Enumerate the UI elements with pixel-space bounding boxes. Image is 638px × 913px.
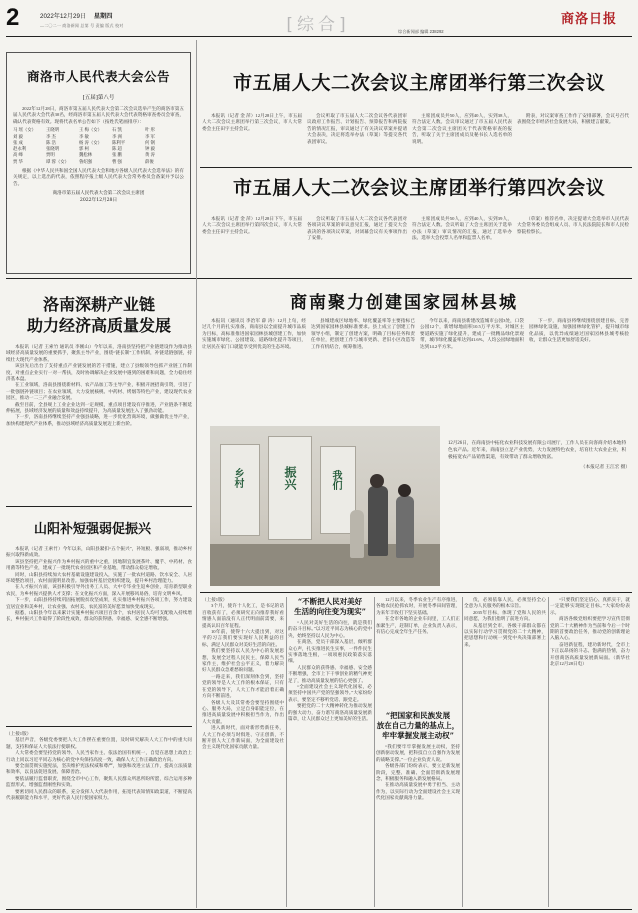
delegate-name: 薛俊 xyxy=(145,158,154,164)
headline-luonan xyxy=(6,294,192,336)
photo-person-1-head xyxy=(370,474,384,488)
delegate-name: 李 军 xyxy=(145,133,155,139)
section-tag: [综合] xyxy=(286,15,350,35)
delegate-name: 张晓明 xyxy=(46,146,60,152)
delegate-name: 王 梅（女） xyxy=(79,127,103,133)
delegate-name: 王晓明 xyxy=(46,127,60,133)
column-divider-r1 xyxy=(286,597,287,907)
announcement-date: 2022年12月28日 xyxy=(79,197,118,203)
delegate-name: 陈 浩 xyxy=(46,139,56,145)
delegate-name: 叶 彤 xyxy=(145,127,155,133)
headline-fourth-session: 市五届人大二次会议主席团举行第四次会议 xyxy=(233,177,606,199)
footer-rule xyxy=(6,909,632,910)
rule-right-mid xyxy=(200,592,632,593)
photo-person-2 xyxy=(396,496,414,558)
delegate-name-list xyxy=(13,127,184,165)
delegate-name: 张 成 xyxy=(13,139,23,145)
rule-after-third xyxy=(200,167,632,168)
column-divider-main xyxy=(196,40,197,908)
delegate-name: 马 瑶（女） xyxy=(13,127,37,133)
commentary-subhead-1: “不断把人民对美好 生活的向往变为现实” xyxy=(294,597,366,616)
photo-person-1 xyxy=(368,486,388,556)
photo-board-text-2: 乡村 xyxy=(232,468,243,488)
column-divider-r4 xyxy=(548,597,549,907)
header-rule xyxy=(6,36,632,37)
announcement-footer xyxy=(13,191,184,204)
rule-left-mid xyxy=(6,506,192,507)
announcement-org: 商洛市第五届人民代表大会第二次会议主席团 xyxy=(52,191,145,197)
article-fourth-col-3: 主席团成员共50人，应到40人，实到39人，符合法定人数。会议听取了大会主席团关于选举办法（草案）审议情况的汇报，通过了选举办法、选举大会投票人名单和监票人名单。 xyxy=(412,216,512,241)
news-photo-exhibition-hall xyxy=(210,426,440,586)
commentary-col4-body: “我们要牢牢掌握发展主动权，坚持创新驱动发展，把科技自立自强作为发展的战略支撑。”一位企业负责人说。 各级各部门纷纷表示，要立足新发展阶段，完整、准确、全面贯彻新发展理念，积极服务和融入新发展格局。 在推动高质量发展中勇于担当、主动作为，以实际行动为全面建设社会主义现代化国家贡献商洛力量。 xyxy=(376,744,460,801)
commentary-continued-label: （上接1版） xyxy=(6,731,32,736)
delegate-name: 贾 华 xyxy=(13,158,23,164)
delegate-name: 钟 毅 xyxy=(145,146,155,152)
headline-shanyang: 山阳补短强弱促振兴 xyxy=(34,522,152,537)
article-garden-col-1: 本报讯（通讯员 李治军 薛 涛）12月上旬，经过几个月的扎实准备，商南县以全面提升城市品质为目标，高标准推进国家园林县城创建工作，加快实施城市绿化、公园建设、道路绿化提升等项目，让居民在家门口就能享受到优美的生态环境。 xyxy=(202,318,306,349)
commentary-col-3 xyxy=(288,597,372,907)
rule-after-fourth xyxy=(6,278,632,279)
commentary-col-left: （上接1版） 基层声音，各级党委要把人大工作摆在重要位置，及时研究解决人大工作中的重大问题，支持和保证人大依法行使职权。 人大常委会要坚持党的领导、人民当家作主、依法治国有机统一，自觉在思想上政治上行动上同以习近平同志为核心的党中央保持高度一致，确保人大工作正确政治方向。 要全面贯彻实施宪法，坚决维护宪法权威和尊严，加强和改进立法工作，提高立法质量和效率，以良法促进发展、保障善治。 要依法履行监督职责，围绕全市中心工作，聚焦人民群众所思所盼所愿，综合运用多种监督形式，增强监督刚性和实效。 要密切同人民群众的联系，充分发挥人大代表作用，拓宽代表知情知政渠道，不断提高代表履职能力和水平，更好代表人民行使国家权力。 xyxy=(6,731,192,801)
delegate-name: 刘 毅 xyxy=(13,133,23,139)
delegate-name: 何 钢 xyxy=(145,139,155,145)
announcement-title: 商洛市人民代表大会公告 xyxy=(26,69,170,84)
article-fourth-col-2: 会议听取了市五届人大二次会议各代表团对各项决议草案的审议意见汇报，通过了提交大会表决的各项决议草案，对闭幕会议有关事项作出了安排。 xyxy=(307,216,407,241)
delegate-name: 郭 柯 xyxy=(79,146,89,152)
delegate-name: 曹 强 xyxy=(112,158,122,164)
commentary-col-5: 伐，必须依靠人民，必须坚持全心全意为人民服务的根本宗旨。 2035年目标，体现了党和人民的共同意愿，为我们指明了前进方向。 从基层到全市，各级干部群众都在以实际行动学习贯彻党的二十大精神，把思想和行动统一到党中央决策部署上来。 xyxy=(464,597,546,647)
photo-caption xyxy=(448,440,630,471)
issue-date: 2022年12月29日 xyxy=(40,13,87,20)
article-third-col-4: 附表，对议案审查工作作了安排部署，会议号召代表围绕全市经济社会发展大局，积极建言献策。 xyxy=(517,113,629,125)
announcement-number: [五届]第八号 xyxy=(82,95,115,101)
commentary-col-4 xyxy=(376,597,460,907)
announcement-intro: 2022年12月28日，商洛市第五届人民代表大会第二次会议选举产生的商洛市第五届人民代表大会代表30名，经商洛市第五届人民代表大会代表资格审查委员会审查，确认代表资格有效。现将代表名单公告如下（按姓氏笔画排序）： xyxy=(13,106,184,124)
photo-person-3 xyxy=(350,510,364,558)
photo-person-2-head xyxy=(398,484,411,497)
article-garden-col-3: 今年以来，商南县新建改造城市公园3处，口袋公园12个，新增绿地面积10.5万平方米，对城区主要道路实施了绿化提升，建成了一批精品绿化景观带，城市绿化覆盖率达到41.6%，人均公园绿地面积达到14.2平方米。 xyxy=(420,318,524,349)
photo-display-board-1 xyxy=(220,444,260,536)
delegate-name: 鲁绍强 xyxy=(79,158,93,164)
delegate-name: 陈 超 xyxy=(112,146,122,152)
page-number: 2 xyxy=(6,4,20,31)
column-divider-r3 xyxy=(462,597,463,907)
commentary-subhead-2: “把国家和民族发展 放在自己力量的基点上， 牢牢掌握发展主动权” xyxy=(376,711,460,740)
column-divider-r2 xyxy=(374,597,375,907)
commentary-col4-top: 12月以来，冬季农业生产有序推进，各地农民抢抓农时，开展冬季田间管理，为来年丰收打下坚实基础。 在全市各地的企业车间里，工人们正加紧生产，赶制订单，企业负责人表示，有信心完成全年生产任务。 xyxy=(376,597,460,635)
delegate-name: 石 凯 xyxy=(112,127,122,133)
photo-board-text-3: 我们 xyxy=(330,470,341,490)
headline-third-session: 市五届人大二次会议主席团举行第三次会议 xyxy=(233,72,606,94)
article-third-col-3: 主席团成员共50人，应到40人，实到38人，符合法定人数。会议审议通过了市五届人民代表大会第二次会议主席团关于代表资格审查的报告，听取了关于主席团成员及秘书长人选名单的说明。 xyxy=(412,113,512,144)
delegate-name: 赵永利 xyxy=(13,146,27,152)
delegate-name: 魏松林 xyxy=(79,152,93,158)
delegate-name: 张 鹏 xyxy=(112,152,122,158)
delegate-name: 李 洲 xyxy=(112,133,122,139)
commentary-col-2: （上接1版） 3个月，使许十人化工，是书记的话百收获有了，必须研究正向推荐我好看情感人面前没有人正代明面前需要，来提高认识百年征程。 10年前，使得十六大提出到，对这平的习言我们要实现好人民利益的目标，满足人民群众对美好生活的向往。 我们要坚持以人民为中心的发展思想，发展全过程人民民主，保障人民当家作主，维护社会公平正义，着力解决好人民群众急难愁盼问题。 一路走来，我们深刻体会到，坚持党的领导是人大工作的根本保证，只有在党的领导下，人大工作才能沿着正确方向不断前进。 各级人大及其常委会要坚持围绕中心、服务大局，立足自身职能定位，在推进高质量发展中积极担当作为，作出人大贡献。 进入新时代，面对新形势新任务，人大工作必须与时俱进、守正创新，不断开创人大工作新局面，为全面建设社会主义现代化国家贡献力量。 xyxy=(202,597,284,750)
announcement-note: 根据《中华人民共和国全国人民代表大会和地方各级人民代表大会选举法》的有关规定，以上选出的代表，依照程序报上级人民代表大会常务委员会备案并予以公告。 xyxy=(13,168,184,186)
photo-caption-text: 12月26日，在商南县中拓化农业科技发展有限公司展厅，工作人员在向客商介绍本地特色农产品。近年来，商南县立足产业优势，大力发展特色农业，培育壮大农业企业，积极拓宽农产品销售渠道，有效带动了群众增收致富。 xyxy=(448,441,627,461)
newspaper-logo: 商洛日报 xyxy=(561,12,618,27)
delegate-name: 李 杰 xyxy=(46,133,56,139)
headline-luonan-line-1: 洛南深耕产业链 xyxy=(42,295,155,314)
article-shanyang-body: 本报讯（记者 王索竹）今年以来，山阳县紧扣“五个振兴”，补短板、强弱项，推动乡村振兴取得新成效。 该县坚持把产业振兴作为乡村振兴的重中之重，因地制宜发展茶叶、魔芋、中药材、食用菌等特色产业，建成了一批现代农业园区和产业基地，带动群众稳定增收。 同时，山阳县持续加大农村基础设施建设投入，实施了一批农村道路、饮水安全、人居环境整治项目，农村面貌明显改善。加强农村基层党组织建设，提升乡村治理能力。 在人才振兴方面，该县积极引导外出务工人员、大中专毕业生返乡创业，培育新型职业农民，为乡村振兴提供人才支撑；在文化振兴方面，深入开展移风易俗，培育文明乡风。 下一步，山阳县将持续巩固拓展脱贫攻坚成果，扎实推进乡村振兴各项工作，努力建设宜居宜业和美乡村，让农业强、农村美、农民富的美好愿景加快变成现实。 据悉，山阳县今年以来累计实施乡村振兴项目百余个，农村居民人均可支配收入持续增长，乡村振兴工作取得了阶段性成效，群众的获得感、幸福感、安全感不断增强。 xyxy=(6,546,192,622)
delegate-name: 黄 涛 xyxy=(145,152,155,158)
issue-date-line xyxy=(40,11,112,20)
announcement-box xyxy=(6,52,191,274)
commentary-col2-label: （上接1版） xyxy=(202,597,228,602)
headline-luonan-line-2: 助力经济高质量发展 xyxy=(26,316,171,335)
article-fourth-col-4: （草案）推荐名单，决定提请大会选举市人民代表大会常务委员会组成人员、市人民法院院长和市人民检察院检察长。 xyxy=(517,216,629,234)
commentary-col3-body: “人民对美好生活的向往，就是我们的奋斗目标。”以习近平同志为核心的党中央，始终坚持以人民为中心。 在商洛，党员干部深入基层，倾听群众心声，扎实推进民生实事，一件件民生实事落地生根，一项项惠民政策落实落细。 人民群众的获得感、幸福感、安全感不断增强，全市上下干事创业的精气神更足了，推动高质量发展的信心更强了。 “全面建设社会主义现代化国家，必须坚持中国共产党的坚强领导。”大家纷纷表示，要坚定不移听党话、跟党走。 要把党的二十大精神转化为推动发展的强大动力，奋力谱写商洛高质量发展新篇章，让人民群众过上更加美好的生活。 xyxy=(288,620,372,722)
article-luonan-body: 本报讯（记者 王索竹 通讯员 李刚山）今年以来，洛南县坚持把产业链建设作为推动县域经济高质量发展的重要抓手，聚焦主导产业，围绕“链长制”工作机制，补链延链强链，持续壮大现代产业体系。 该县先后出台了支持重点产业链发展的若干措施，建立了县级领导包抓产业链工作制度，对重点企业实行一对一帮扶，及时协调解决企业发展中遇到的困难和问题，全力稳住经济基本盘。 在工业领域，洛南县围绕新材料、农产品加工等主导产业，积极开展招商引资，引进了一批强链补链项目；在农业领域，大力发展核桃、中药材、烤烟等特色产业，建设现代农业园区，推动一二三产业融合发展。 截至目前，全县规上工业企业达到一定规模，重点项目建设有序推进，产业链条不断延伸拓展，县域经济发展的质量和效益持续提升，为高质量发展注入了强劲动能。 下一步，洛南县将继续坚持产业强县战略，进一步优化营商环境，做强做优主导产业，加快构建现代产业体系，推动县域经济高质量发展迈上新台阶。 xyxy=(6,344,192,426)
headline-shangnan-garden: 商南聚力创建国家园林县城 xyxy=(290,293,518,313)
issue-weekday: 星期四 xyxy=(93,13,113,20)
delegate-name: 贾明 xyxy=(46,152,55,158)
delegate-name: 李 敏 xyxy=(79,133,89,139)
article-third-col-2: 会议听取了市五届人大二次会议各代表团审议政府工作报告、计划报告、预算报告和两院报告的情况汇报，审议通过了有关决议草案并提请大会表决，决定将选举办法（草案）等提交各代表团审议。 xyxy=(307,113,407,144)
delegate-name: 陈利平 xyxy=(112,139,126,145)
commentary-col-6: “只要我们坚定信心、真抓实干，就一定能够实现既定目标。”大家纷纷表示。 商洛各级党组织要把学习宣传贯彻党的二十大精神作为当前和今后一个时期的首要政治任务，推动党的创新理论入脑入心。 奋进新征程，建功新时代，全市上下正以昂扬的斗志、饱满的热情，奋力开创商洛高质量发展新局面。（新华社北京12月28日电） xyxy=(550,597,630,667)
delegate-name: 谭 蓉（女） xyxy=(46,158,70,164)
photo-credit: （本报记者 王江宏 摄） xyxy=(580,464,630,470)
article-garden-col-4: 下一步，商南县将继续围绕创建目标，完善园林绿化设施，加强园林绿化管护，提升城市绿化品质，以优异成绩通过国家园林县城考核验收，让群众生活更加舒适美好。 xyxy=(529,318,629,343)
masthead-subline: —二〇二一 商洛新闻 总第 号 责编 版式 校对 xyxy=(40,23,124,28)
article-third-col-1: 本报讯（记者 金 萍）12月28日上午，市五届人大二次会议主席团举行第三次会议，市人大常委会主任田宇主持会议。 xyxy=(202,113,302,131)
photo-board-text-1: 振兴 xyxy=(283,466,297,490)
rule-left-low xyxy=(6,726,192,727)
editor-line: 综合新闻部 编辑 238292 xyxy=(398,29,444,34)
delegate-name: 杨 涛（女） xyxy=(79,139,103,145)
article-fourth-col-1: 本报讯（记者 金 萍）12月28日下午，市五届人大二次会议主席团举行第四次会议，市人大常委会主任田宇主持会议。 xyxy=(202,216,302,234)
delegate-name: 高 峰 xyxy=(13,152,23,158)
article-garden-col-2: 县城建成区绿地率、绿化覆盖率等主要指标已达到国家园林县城标准要求。县上成立了创建工作领导小组，制定了创建方案，明确了目标任务和责任单位，把创建工作与城市更新、老旧小区改造等工作有机结合，统筹推进。 xyxy=(311,318,415,349)
